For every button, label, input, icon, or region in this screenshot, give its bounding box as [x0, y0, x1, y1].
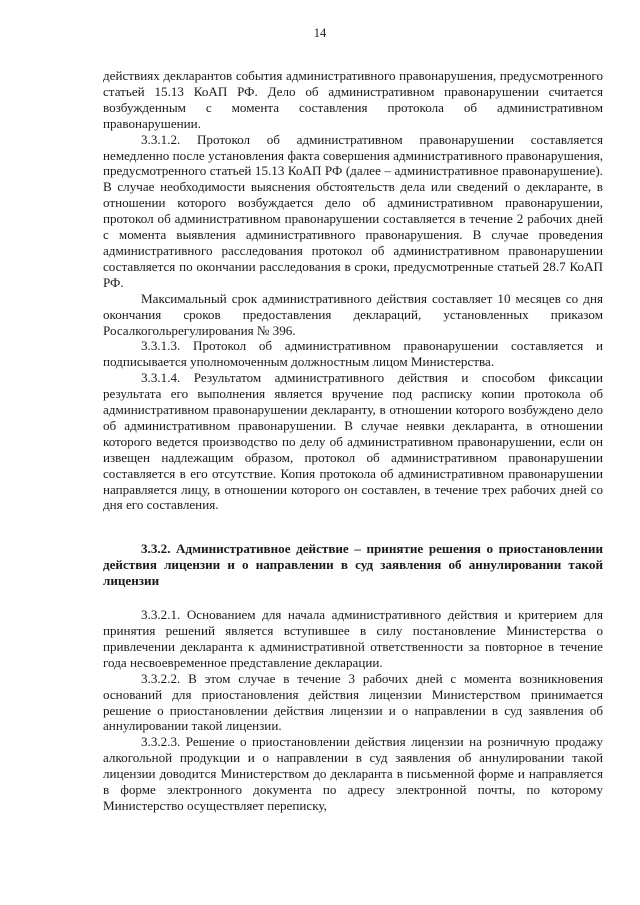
paragraph-3-3-1-2: 3.3.1.2. Протокол об административном правонарушении составляется немедленно после установления факта совершения административного правонарушения, предусмотренного статьей 15.13 КоАП РФ (далее – административное правонарушение). В случае необходимости выяснения обстоятельств дела или сведений о декларанте, в отношении которого возбуждается дело об административном правонарушении, протокол об административном правонарушении составляется в течение 2 рабочих дней с момента выявления административного правонарушения. В случае проведения административного расследования протокол об административном правонарушении составляется по окончании расследования в сроки, предусмотренные статьей 28.7 КоАП РФ.	[103, 131, 603, 290]
section-heading-3-3-2: 3.3.2. Административное действие – принятие решения о приостановлении действия лицензии и о направлении в суд заявления об аннулировании такой лицензии	[103, 541, 603, 589]
paragraph-3-3-2-1: 3.3.2.1. Основанием для начала административного действия и критерием для принятия решений является вступившее в силу постановление Министерства о привлечении декларанта к административной ответственности за повторное в течение года несвоевременное представление декларации.	[103, 607, 603, 670]
paragraph-3-3-2-3: 3.3.2.3. Решение о приостановлении действия лицензии на розничную продажу алкогольной продукции и о направлении в суд заявления об аннулировании такой лицензии доводится Министерством до декларанта в письменной форме и направляется в форме электронного документа по адресу электронной почты, по которому Министерство осуществляет переписку,	[103, 734, 603, 813]
page-number: 14	[313, 26, 327, 40]
spacer	[103, 589, 603, 607]
paragraph-3-3-2-2: 3.3.2.2. В этом случае в течение 3 рабочих дней с момента возникновения оснований для приостановления действия лицензии Министерством принимается решение о приостановлении действия лицензии и о направлении в суд заявления об аннулировании такой лицензии.	[103, 670, 603, 734]
paragraph-3-3-1-3: 3.3.1.3. Протокол об административном правонарушении составляется и подписывается уполномоченным должностным лицом Министерства.	[103, 338, 603, 370]
document-body	[103, 68, 603, 814]
paragraph-max-term: Максимальный срок административного действия составляет 10 месяцев со дня окончания сроков предоставления деклараций, установленных приказом Росалкогольрегулирования № 396.	[103, 290, 603, 338]
paragraph-continuation: действиях декларантов события административного правонарушения, предусмотренного статьей 15.13 КоАП РФ. Дело об административном правонарушении считается возбужденным с момента составления протокола об административном правонарушении.	[103, 68, 603, 131]
paragraph-3-3-1-4: 3.3.1.4. Результатом административного действия и способом фиксации результата его выполнения является вручение под расписку копии протокола об административном правонарушении декларанту, в отношении которого возбуждено дело об административном правонарушении. В случае неявки декларанта, в отношении которого ведется производство по делу об административном правонарушении, если он извещен надлежащим образом, протокол об административном правонарушении составляется в его отсутствие. Копия протокола об административном правонарушении направляется лицу, в отношении которого он составлен, в течение трех рабочих дней со дня его составления.	[103, 370, 603, 513]
spacer	[103, 513, 603, 541]
